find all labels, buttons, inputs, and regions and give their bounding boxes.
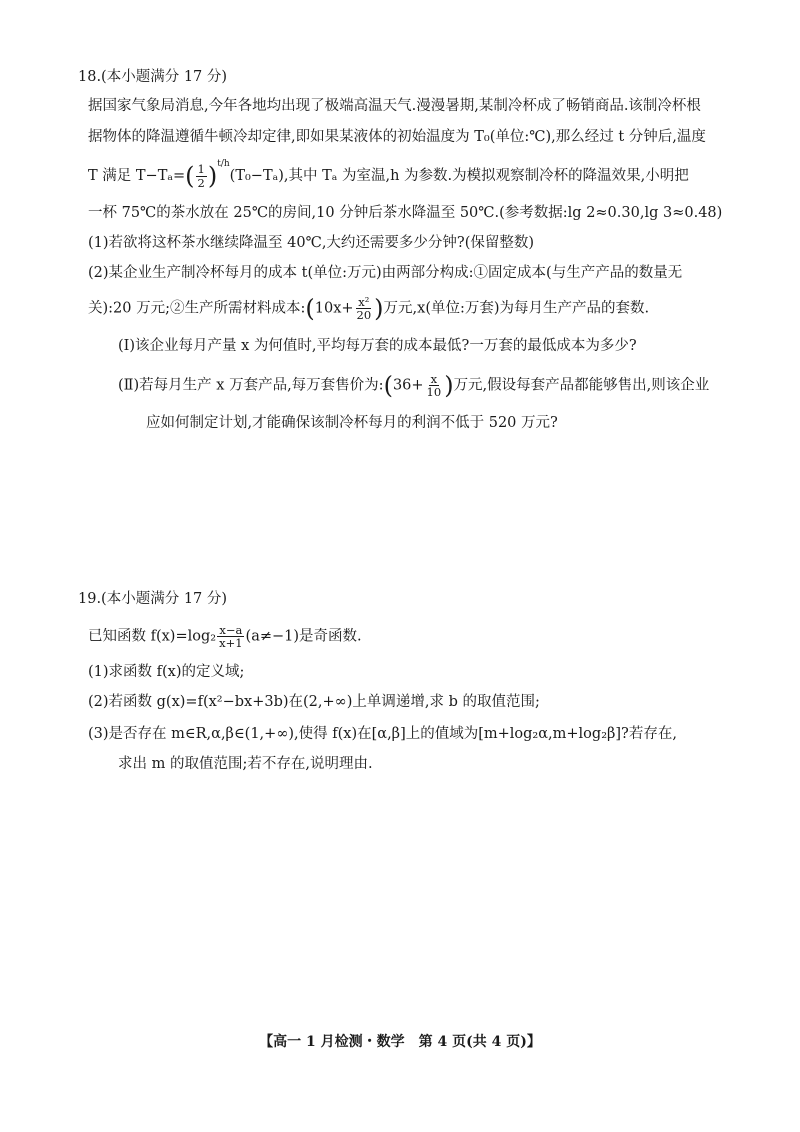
fraction-denominator: x+1	[219, 636, 243, 651]
fraction-denominator: 20	[356, 308, 372, 323]
cost-expression: 10x+	[314, 300, 354, 317]
q18-paragraph-line-1: 据国家气象局消息,今年各地均出现了极端高温天气.漫漫暑期,某制冷杯成了畅销商品.该制冷杯根	[88, 98, 701, 114]
q19-intro	[88, 624, 362, 649]
right-paren: )	[444, 371, 454, 400]
q18-subquestion-1: (1)若欲将这杯茶水继续降温至 40℃,大约还需要多少分钟?(保留整数)	[88, 235, 535, 251]
sub2-line2-lead: 关):20 万元;②生产所需材料成本:	[88, 300, 306, 317]
fraction-numerator: 1	[197, 162, 205, 177]
part-ii-tail: 万元,假设每套产品都能够售出,则该企业	[453, 377, 710, 394]
q18-part-i: (Ⅰ)该企业每月产量 x 为何值时,平均每万套的成本最低?一万套的最低成本为多少?	[118, 338, 637, 354]
left-paren: (	[305, 294, 315, 323]
fraction-numerator: x−a	[219, 623, 243, 637]
q18-paragraph-line-3	[88, 160, 689, 189]
q18-part-ii-line-1	[118, 373, 709, 398]
formula-exponent: t/h	[217, 159, 230, 169]
q19-intro-tail: (a≠−1)是奇函数.	[245, 628, 362, 645]
right-paren: )	[207, 162, 218, 190]
q19-subquestion-1: (1)求函数 f(x)的定义域;	[88, 664, 245, 680]
fraction-numerator: x	[430, 372, 438, 386]
price-fraction	[425, 373, 444, 398]
q18-subquestion-2-line-2	[88, 296, 649, 321]
cost-fraction	[355, 296, 374, 321]
q19-subquestion-2: (2)若函数 g(x)=f(x²−bx+3b)在(2,+∞)上单调递增,求 b 的取值范围;	[88, 694, 540, 710]
fraction-numerator: x²	[358, 295, 370, 309]
page-footer: 【高一 1 月检测・数学 第 4 页(共 4 页)】	[259, 1034, 541, 1050]
log-fraction	[217, 624, 244, 649]
q18-paragraph-line-2: 据物体的降温遵循牛顿冷却定律,即如果某液体的初始温度为 T₀(单位:℃),那么经过 t 分钟后,温度	[88, 129, 706, 145]
sub2-line2-tail: 万元,x(单位:万套)为每月生产产品的套数.	[383, 300, 650, 317]
part-ii-lead: (Ⅱ)若每月生产 x 万套产品,每万套售价为:	[118, 377, 384, 394]
left-paren: (	[383, 371, 393, 400]
price-expression: 36+	[392, 377, 424, 394]
q19-header: 19.(本小题满分 17 分)	[78, 591, 228, 607]
q18-header: 18.(本小题满分 17 分)	[78, 69, 228, 85]
q19-subquestion-3-line-2: 求出 m 的取值范围;若不存在,说明理由.	[118, 756, 373, 772]
q18-paragraph-line-4: 一杯 75℃的茶水放在 25℃的房间,10 分钟后茶水降温至 50℃.(参考数据:lg 2≈0.30,lg 3≈0.48)	[88, 205, 723, 221]
q18-line3-tail: (T₀−Tₐ),其中 Tₐ 为室温,h 为参数.为模拟观察制冷杯的降温效果,小明把	[229, 168, 689, 184]
q19-intro-lead: 已知函数 f(x)=log₂	[88, 628, 217, 645]
fraction-denominator: 2	[197, 175, 205, 190]
right-paren: )	[374, 294, 384, 323]
half-fraction	[196, 163, 207, 188]
q18-part-ii-line-2: 应如何制定计划,才能确保该制冷杯每月的利润不低于 520 万元?	[146, 415, 558, 431]
q18-subquestion-2-line-1: (2)某企业生产制冷杯每月的成本 t(单位:万元)由两部分构成:①固定成本(与生产产品的数量无	[88, 265, 683, 281]
fraction-denominator: 10	[426, 385, 442, 400]
q18-line3-lead: T 满足 T−Tₐ=	[88, 168, 186, 184]
q19-subquestion-3-line-1: (3)是否存在 m∈R,α,β∈(1,+∞),使得 f(x)在[α,β]上的值域为[m+log₂α,m+log₂β]?若存在,	[88, 726, 677, 742]
left-paren: (	[185, 162, 195, 190]
